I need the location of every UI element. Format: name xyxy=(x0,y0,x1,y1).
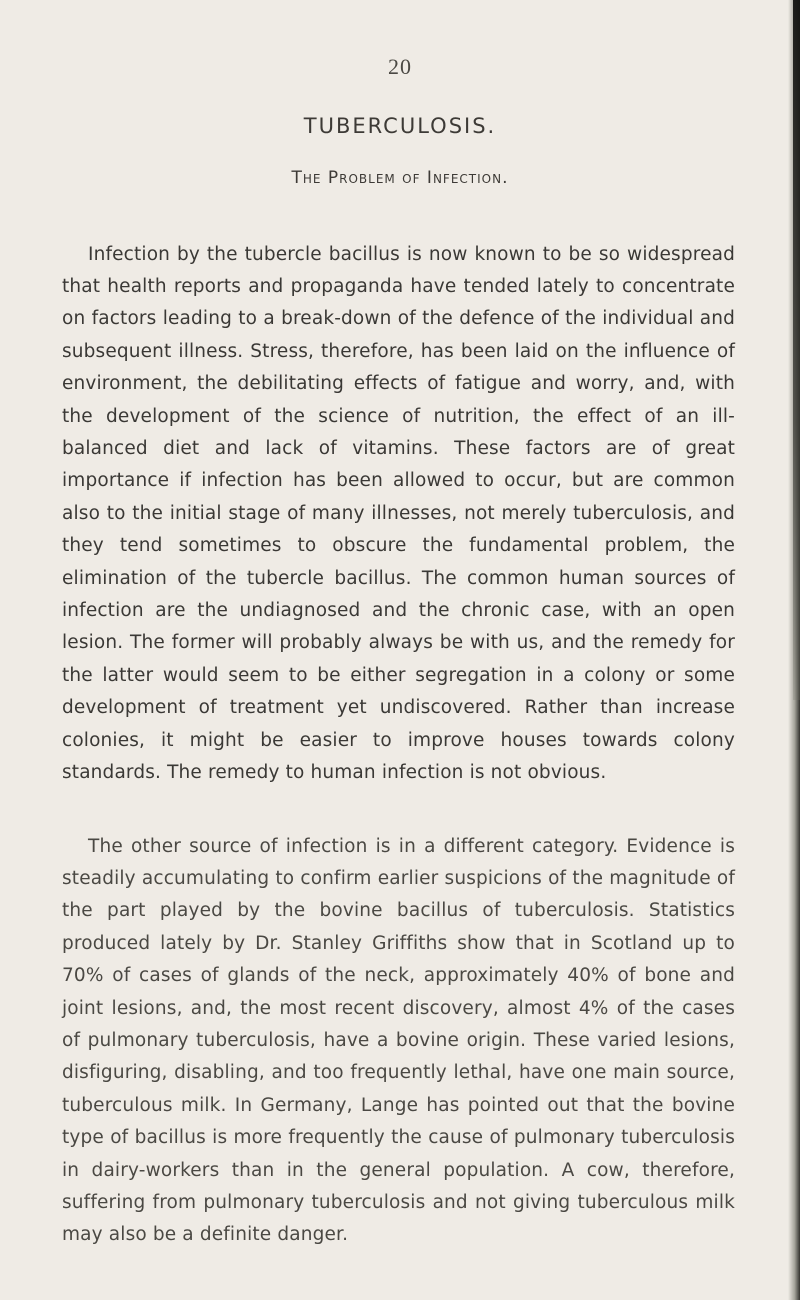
paragraph-1: Infection by the tubercle bacillus is now known to be so widespread that health reports and propaganda have tended lately to concentrate on factors leading to a break-down of the defence of the individual and subsequent illness. Stress, therefore, has been laid on the influence of environment, the debilitating effects of fatigue and worry, and, with the development of the science of nutrition, the effect of an ill-balanced diet and lack of vitamins. These factors are of great importance if infection has been allowed to occur, but are common also to the initial stage of many illnesses, not merely tuberculosis, and they tend sometimes to obscure the fundamental problem, the elimination of the tubercle bacillus. The common human sources of infection are the undiagnosed and the chronic case, with an open lesion. The former will probably always be with us, and the remedy for the latter would seem to be either segregation in a colony or some development of treatment yet undiscovered. Rather than increase colonies, it might be easier to improve houses towards colony standards. The remedy to human infection is not obvious. xyxy=(62,243,735,783)
binding-shadow xyxy=(793,0,800,700)
paragraph-2: The other source of infection is in a different category. Evidence is steadily accumulating to confirm earlier suspicions of the magnitude of the part played by the bovine bacillus of tuberculosis. Statistics produced lately by Dr. Stanley Griffiths show that in Scotland up to 70% of cases of glands of the neck, approximately 40% of bone and joint lesions, and, the most recent discovery, almost 4% of the cases of pulmonary tuberculosis, have a bovine origin. These varied lesions, disfiguring, disabling, and too frequently lethal, have one main source, tuberculous milk. In Germany, Lange has pointed out that the bovine type of bacillus is more frequently the cause of pulmonary tuberculosis in dairy-workers than in the general population. A cow, therefore, suffering from pulmonary tuberculosis and not giving tuberculous milk may also be a definite danger. xyxy=(62,835,735,1246)
page-number: 20 xyxy=(388,54,412,79)
section-subtitle: The Problem of Infection. xyxy=(291,168,509,188)
page-title: TUBERCULOSIS. xyxy=(303,114,497,138)
